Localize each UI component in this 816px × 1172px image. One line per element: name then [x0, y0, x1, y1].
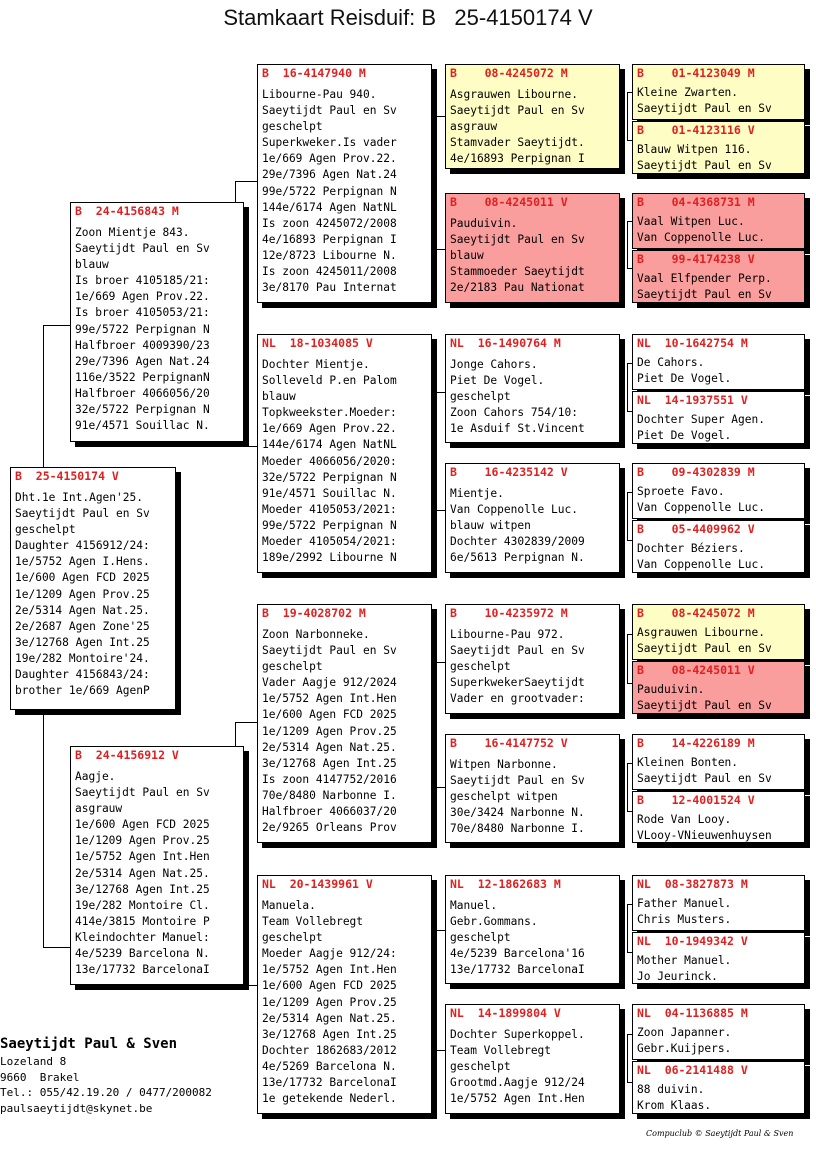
pedigree-line: Witpen Narbonne.	[450, 758, 558, 771]
ring-number: B 16-4147752 V	[450, 736, 568, 750]
ring-number: NL 18-1034085 V	[262, 336, 373, 350]
connector-line	[434, 930, 445, 931]
pedigree-line: Asgrauwen Libourne.	[450, 88, 578, 101]
pedigree-line: Moeder 4105054/2021:	[262, 535, 397, 549]
pedigree-line: 1e/5752 Agen Int.Hen	[262, 692, 397, 706]
pedigree-line: 32e/5722 Perpignan N	[262, 470, 397, 484]
connector-line	[627, 363, 628, 411]
connector-line	[235, 181, 257, 182]
pedigree-line: Sproete Favo.	[637, 485, 725, 498]
pedigree-line: Piet De Vogel.	[637, 372, 732, 386]
ring-number: B 08-4245011 V	[450, 195, 568, 209]
pedigree-line: Topkweekster.Moeder:	[262, 406, 397, 420]
pedigree-line: 2e/5314 Agen Nat.25.	[262, 1011, 397, 1025]
pedigree-line: 3e/12768 Agen Int.25	[262, 756, 397, 770]
pedigree-line: Libourne-Pau 940.	[262, 88, 377, 101]
pedigree-line: Pauduivin.	[450, 217, 518, 230]
pedigree-line: 2e/9265 Orleans Prov	[262, 821, 397, 835]
pigeon-card-g4-14	[632, 932, 805, 984]
connector-line	[434, 392, 445, 393]
ring-number: NL 08-3827873 M	[637, 877, 748, 891]
owner-phone: Tel.: 055/42.19.20 / 0477/200082	[0, 1086, 212, 1099]
connector-line	[434, 1050, 445, 1051]
pedigree-line: 4e/16893 Perpignan I	[450, 152, 585, 166]
pedigree-line: Jo Jeurinck.	[637, 970, 718, 984]
ring-number: B 09-4302839 M	[637, 465, 755, 479]
pedigree-line: 1e getekende Nederl.	[262, 1092, 397, 1106]
pedigree-line: Stammoeder Saeytijdt	[450, 265, 585, 279]
pedigree-line: Superkweker.Is vader	[262, 136, 397, 150]
pedigree-line: Piet De Vogel.	[450, 374, 545, 388]
pedigree-line: Kleindochter Manuel:	[75, 930, 210, 944]
pedigree-line: Van Coppenolle Luc.	[637, 231, 765, 245]
ring-number: B 14-4226189 M	[637, 736, 755, 750]
pedigree-line: 29e/7396 Agen Nat.24	[75, 354, 210, 368]
pigeon-card-g4-2	[632, 121, 805, 174]
pedigree-line: Rode Van Looy.	[637, 813, 732, 826]
pedigree-line: 144e/6174 Agen NatNL	[262, 200, 397, 214]
pedigree-line: Stamvader Saeytijdt.	[450, 136, 585, 150]
connector-line	[235, 181, 236, 203]
pedigree-line: Grootmd.Aagje 912/24	[450, 1076, 585, 1090]
connector-line	[434, 787, 445, 788]
ring-number: B 01-4123116 V	[637, 123, 755, 137]
pedigree-line: Halfbroer 4009390/23	[75, 338, 210, 352]
pedigree-line: Vader en grootvader:	[450, 692, 585, 706]
pigeon-card-sire	[70, 202, 244, 442]
owner-city: 9660 Brakel	[0, 1070, 80, 1084]
ring-number: NL 14-1899804 V	[450, 1006, 561, 1020]
pigeon-card-g4-6	[632, 391, 805, 444]
pedigree-line: Halfbroer 4066056/20	[75, 386, 210, 400]
pedigree-line: 13e/17732 BarcelonaI	[262, 1076, 397, 1090]
pedigree-line: 2e/5314 Agen Nat.25.	[75, 866, 210, 880]
pedigree-line: 19e/282 Montoire Cl.	[75, 898, 210, 912]
ring-number: NL 04-1136885 M	[637, 1006, 748, 1020]
pigeon-card-g4-3	[632, 193, 805, 249]
pedigree-line: 13e/17732 BarcelonaI	[450, 963, 585, 977]
pedigree-line: Dochter Superkoppel.	[450, 1028, 585, 1041]
ring-number: NL 10-1642754 M	[637, 336, 748, 350]
pedigree-line: 12e/8723 Libourne N.	[262, 248, 397, 262]
pedigree-line: 70e/8480 Narbonne I.	[450, 822, 585, 836]
owner-address: Lozeland 8	[0, 1055, 67, 1068]
pigeon-card-sire-dam	[257, 334, 432, 573]
connector-line	[434, 116, 445, 117]
pedigree-line: Zoon Narbonneke.	[262, 628, 370, 641]
pedigree-line: 1e/1209 Agen Prov.25	[15, 587, 150, 601]
pedigree-line: Dochter Béziers.	[637, 542, 745, 555]
pedigree-line: Dochter Super Agen.	[637, 413, 765, 426]
pedigree-line: 91e/4571 Souillac N.	[75, 419, 210, 433]
pedigree-line: geschelpt	[15, 523, 76, 537]
pedigree-line: geschelpt witpen	[450, 790, 558, 804]
pedigree-line: Saeytijdt Paul en Sv	[450, 233, 585, 247]
pigeon-card-dss	[445, 604, 620, 714]
pedigree-line: 6e/5613 Perpignan N.	[450, 551, 585, 565]
connector-line	[434, 510, 445, 511]
pedigree-line: Team Vollebregt	[262, 915, 364, 929]
pedigree-line: Dht.1e Int.Agen'25.	[15, 491, 143, 504]
connector-line	[43, 710, 44, 947]
connector-line	[434, 662, 435, 787]
pedigree-line: 1e/669 Agen Prov.22.	[262, 152, 397, 166]
pedigree-line: Asgrauwen Libourne.	[637, 626, 765, 639]
pedigree-line: Blauw Witpen 116.	[637, 143, 752, 156]
pedigree-line: blauw witpen	[450, 519, 531, 533]
pedigree-line: 1e/600 Agen FCD 2025	[15, 571, 150, 585]
pedigree-line: 1e/5752 Agen Int.Hen	[75, 850, 210, 864]
pedigree-line: 70e/8480 Narbonne I.	[262, 788, 397, 802]
pedigree-line: Saeytijdt Paul en Sv	[637, 699, 772, 713]
pedigree-line: Moeder 4105053/2021:	[262, 502, 397, 516]
ring-number: B 25-4150174 V	[15, 469, 119, 483]
pigeon-card-sdd	[445, 463, 620, 573]
pedigree-line: 1e/669 Agen Prov.22.	[262, 422, 397, 436]
pedigree-line: 414e/3815 Montoire P	[75, 914, 210, 928]
ring-number: NL 10-1949342 V	[637, 934, 748, 948]
pigeon-card-ddd	[445, 1004, 620, 1114]
pedigree-line: blauw	[262, 390, 296, 404]
pedigree-line: 1e/5752 Agen Int.Hen	[262, 963, 397, 977]
ring-number: B 05-4409962 V	[637, 522, 755, 536]
pigeon-card-subject	[10, 467, 176, 710]
pedigree-line: 4e/16893 Perpignan I	[262, 232, 397, 246]
pedigree-line: Moeder Aagje 912/24:	[262, 947, 397, 961]
pedigree-line: Father Manuel.	[637, 897, 732, 910]
pedigree-line: Piet De Vogel.	[637, 429, 732, 443]
pedigree-line: 4e/5239 Barcelona'16	[450, 947, 585, 961]
pedigree-line: geschelpt	[450, 931, 511, 945]
pedigree-line: Pauduivin.	[637, 683, 705, 696]
pigeon-card-dds	[445, 875, 620, 984]
page-title: Stamkaart Reisduif: B 25-4150174 V	[223, 5, 593, 30]
ring-number: B 16-4147940 M	[262, 66, 366, 80]
pedigree-line: 2e/5314 Agen Nat.25.	[262, 740, 397, 754]
connector-line	[627, 492, 628, 540]
pedigree-line: 1e/1209 Agen Prov.25	[262, 995, 397, 1009]
pigeon-card-g4-8	[632, 520, 805, 573]
pedigree-line: asgrauw	[450, 120, 498, 134]
pedigree-line: Saeytijdt Paul en Sv	[75, 786, 210, 800]
pedigree-line: 3e/8170 Pau Internat	[262, 281, 397, 295]
connector-line	[627, 904, 628, 952]
connector-line	[434, 930, 435, 1050]
pedigree-line: 30e/3424 Narbonne N.	[450, 806, 585, 820]
connector-line	[627, 763, 628, 811]
pedigree-line: Aagje.	[75, 770, 116, 783]
connector-line	[43, 947, 70, 948]
pedigree-line: Zoon Mientje 843.	[75, 226, 190, 239]
pedigree-line: Team Vollebregt	[450, 1044, 552, 1058]
pedigree-line: Dochter Mientje.	[262, 358, 370, 371]
connector-line	[627, 1034, 628, 1082]
pedigree-line: 1e/600 Agen FCD 2025	[262, 979, 397, 993]
pedigree-line: Saeytijdt Paul en Sv	[15, 507, 150, 521]
pedigree-line: 1e/5752 Agen I.Hens.	[15, 555, 150, 569]
pedigree-line: Dochter 4302839/2009	[450, 535, 585, 549]
pedigree-line: Vaal Witpen Luc.	[637, 215, 745, 228]
pedigree-line: Chris Musters.	[637, 913, 732, 927]
ring-number: NL 12-1862683 M	[450, 877, 561, 891]
pigeon-card-g4-4	[632, 250, 805, 303]
owner-name: Saeytijdt Paul & Sven	[0, 1036, 178, 1052]
ring-number: B 19-4028702 M	[262, 606, 366, 620]
pigeon-card-dam	[70, 746, 244, 985]
owner-info	[0, 1034, 212, 1116]
pedigree-line: 4e/5269 Barcelona N.	[262, 1059, 397, 1073]
ring-number: B 08-4245011 V	[637, 663, 755, 677]
pigeon-card-sss	[445, 64, 620, 169]
pedigree-line: Saeytijdt Paul en Sv	[450, 644, 585, 658]
pedigree-line: asgrauw	[75, 802, 123, 816]
pigeon-card-g4-7	[632, 463, 805, 519]
ring-number: NL 20-1439961 V	[262, 877, 373, 891]
pigeon-card-sire-sire	[257, 64, 432, 303]
pedigree-line: 189e/2992 Libourne N	[262, 551, 397, 565]
pedigree-line: Moeder 4066056/2020:	[262, 454, 397, 468]
pigeon-card-g4-13	[632, 875, 805, 931]
pedigree-line: Zoon Japanner.	[637, 1026, 732, 1039]
pedigree-line: Gebr.Gommans.	[450, 915, 538, 929]
pedigree-line: 99e/5722 Perpignan N	[75, 322, 210, 336]
pedigree-line: geschelpt	[262, 660, 323, 674]
pedigree-line: Daughter 4156843/24:	[15, 668, 150, 682]
pigeon-card-dsd	[445, 734, 620, 843]
pigeon-card-g4-12	[632, 791, 805, 843]
pedigree-line: 91e/4571 Souillac N.	[262, 486, 397, 500]
ring-number: B 10-4235972 M	[450, 606, 568, 620]
connector-line	[627, 92, 628, 140]
ring-number: B 01-4123049 M	[637, 66, 755, 80]
pedigree-line: Daughter 4156912/24:	[15, 539, 150, 553]
ring-number: B 12-4001524 V	[637, 793, 755, 807]
ring-number: B 24-4156912 V	[75, 748, 179, 762]
pedigree-line: Van Coppenolle Luc.	[637, 501, 765, 515]
pedigree-line: 1e/600 Agen FCD 2025	[262, 708, 397, 722]
pedigree-line: 2e/5314 Agen Nat.25.	[15, 603, 150, 617]
pedigree-line: Zoon Cahors 754/10:	[450, 406, 578, 420]
pigeon-card-ssd	[445, 193, 620, 303]
pedigree-line: 13e/17732 BarcelonaI	[75, 963, 210, 977]
pigeon-card-g4-15	[632, 1004, 805, 1060]
ring-number: B 24-4156843 M	[75, 204, 179, 218]
pedigree-line: geschelpt	[450, 660, 511, 674]
connector-line	[627, 634, 628, 683]
pedigree-line: blauw	[75, 258, 109, 272]
ring-number: NL 14-1937551 V	[637, 393, 748, 407]
pedigree-line: SuperkwekerSaeytijdt	[450, 676, 585, 690]
pedigree-line: geschelpt	[450, 1060, 511, 1074]
pedigree-line: Manuel.	[450, 899, 498, 912]
pedigree-line: Saeytijdt Paul en Sv	[637, 772, 772, 786]
pigeon-card-g4-1	[632, 64, 805, 120]
pedigree-line: 1e/5752 Agen Int.Hen	[450, 1092, 585, 1106]
pedigree-line: Is zoon 4245072/2008	[262, 216, 397, 230]
pedigree-line: geschelpt	[262, 931, 323, 945]
connector-line	[434, 662, 445, 663]
connector-line	[627, 221, 628, 268]
pedigree-line: Saeytijdt Paul en Sv	[450, 104, 585, 118]
pedigree-line: Saeytijdt Paul en Sv	[75, 242, 210, 256]
pedigree-line: VLooy-VNieuwenhuysen	[637, 829, 772, 843]
pigeon-card-sds	[445, 334, 620, 443]
pedigree-line: 1e/1209 Agen Prov.25	[262, 724, 397, 738]
pedigree-line: geschelpt	[262, 120, 323, 134]
ring-number: B 04-4368731 M	[637, 195, 755, 209]
pedigree-line: 144e/6174 Agen NatNL	[262, 438, 397, 452]
pedigree-line: 1e/600 Agen FCD 2025	[75, 818, 210, 832]
pigeon-card-dam-dam	[257, 875, 432, 1114]
pedigree-line: Saeytijdt Paul en Sv	[262, 104, 397, 118]
pedigree-line: Saeytijdt Paul en Sv	[637, 102, 772, 116]
pedigree-line: geschelpt	[450, 390, 511, 404]
pedigree-line: Is zoon 4245011/2008	[262, 265, 397, 279]
pigeon-card-dam-sire	[257, 604, 432, 843]
pedigree-line: 88 duivin.	[637, 1083, 705, 1096]
pedigree-line: Saeytijdt Paul en Sv	[637, 159, 772, 173]
pedigree-line: Van Coppenolle Luc.	[637, 558, 765, 572]
pedigree-line: Is broer 4105053/21:	[75, 306, 210, 320]
pigeon-card-g4-10	[632, 661, 805, 714]
connector-line	[235, 985, 257, 986]
pedigree-line: Kleinen Bonten.	[637, 756, 739, 769]
pedigree-line: 32e/5722 Perpignan N	[75, 403, 210, 417]
pedigree-line: 1e Asduif St.Vincent	[450, 422, 585, 436]
pedigree-line: 1e/1209 Agen Prov.25	[75, 834, 210, 848]
pedigree-line: 3e/12768 Agen Int.25	[262, 1027, 397, 1041]
pedigree-line: Is broer 4105185/21:	[75, 274, 210, 288]
pedigree-line: Vader Aagje 912/2024	[262, 676, 397, 690]
connector-line	[434, 392, 435, 510]
footer-credit: Compuclub © Saeytijdt Paul & Sven	[646, 1129, 794, 1138]
pedigree-line: Is zoon 4147752/2016	[262, 772, 397, 786]
pedigree-line: De Cahors.	[637, 356, 705, 369]
pedigree-line: Libourne-Pau 972.	[450, 628, 565, 641]
pedigree-line: Vaal Elfpender Perp.	[637, 272, 772, 285]
pedigree-line: 99e/5722 Perpignan N	[262, 518, 397, 532]
pedigree-line: Kleine Zwarten.	[637, 86, 739, 99]
pedigree-line: 29e/7396 Agen Nat.24	[262, 168, 397, 182]
pedigree-line: 3e/12768 Agen Int.25	[75, 882, 210, 896]
pedigree-line: Krom Klaas.	[637, 1099, 712, 1113]
connector-line	[43, 325, 70, 326]
connector-line	[235, 722, 257, 723]
owner-email: paulsaeytijdt@skynet.be	[0, 1101, 153, 1115]
pedigree-line: 19e/282 Montoire'24.	[15, 651, 150, 665]
connector-line	[434, 249, 445, 250]
pedigree-line: 2e/2687 Agen Zone'25	[15, 619, 150, 633]
ring-number: NL 16-1490764 M	[450, 336, 561, 350]
pedigree-line: Mother Manuel.	[637, 954, 732, 967]
ring-number: B 08-4245072 M	[450, 66, 568, 80]
pedigree-line: Saeytijdt Paul en Sv	[450, 774, 585, 788]
ring-number: B 99-4174238 V	[637, 252, 755, 266]
pedigree-line: brother 1e/669 AgenP	[15, 684, 150, 698]
connector-line	[434, 116, 435, 193]
pedigree-line: Jonge Cahors.	[450, 358, 538, 371]
pigeon-card-g4-5	[632, 334, 805, 390]
pigeon-card-g4-16	[632, 1061, 805, 1114]
pedigree-line: Solleveld P.en Palom	[262, 374, 397, 388]
connector-line	[235, 722, 236, 748]
pedigree-line: Manuela.	[262, 899, 316, 912]
ring-number: B 08-4245072 M	[637, 606, 755, 620]
ring-number: NL 06-2141488 V	[637, 1063, 748, 1077]
pigeon-card-g4-11	[632, 734, 805, 790]
pedigree-line: Saeytijdt Paul en Sv	[637, 642, 772, 656]
pedigree-line: Gebr.Kuijpers.	[637, 1042, 732, 1056]
connector-line	[235, 446, 257, 447]
pedigree-line: Mientje.	[450, 487, 504, 500]
pedigree-line: 1e/669 Agen Prov.22.	[75, 290, 210, 304]
pedigree-line: Van Coppenolle Luc.	[450, 503, 578, 517]
pedigree-line: Saeytijdt Paul en Sv	[637, 288, 772, 302]
pigeon-card-g4-9	[632, 604, 805, 660]
pedigree-line: Dochter 1862683/2012	[262, 1043, 397, 1057]
pedigree-line: 3e/12768 Agen Int.25	[15, 635, 150, 649]
pedigree-line: 116e/3522 PerpignanN	[75, 370, 210, 384]
pedigree-line: Saeytijdt Paul en Sv	[262, 644, 397, 658]
pedigree-line: 4e/5239 Barcelona N.	[75, 947, 210, 961]
pedigree-line: Halfbroer 4066037/20	[262, 805, 397, 819]
ring-number: B 16-4235142 V	[450, 465, 568, 479]
pedigree-line: 2e/2183 Pau Nationat	[450, 281, 585, 295]
connector-line	[43, 325, 44, 469]
pedigree-line: 99e/5722 Perpignan N	[262, 184, 397, 198]
pedigree-line: blauw	[450, 249, 484, 263]
